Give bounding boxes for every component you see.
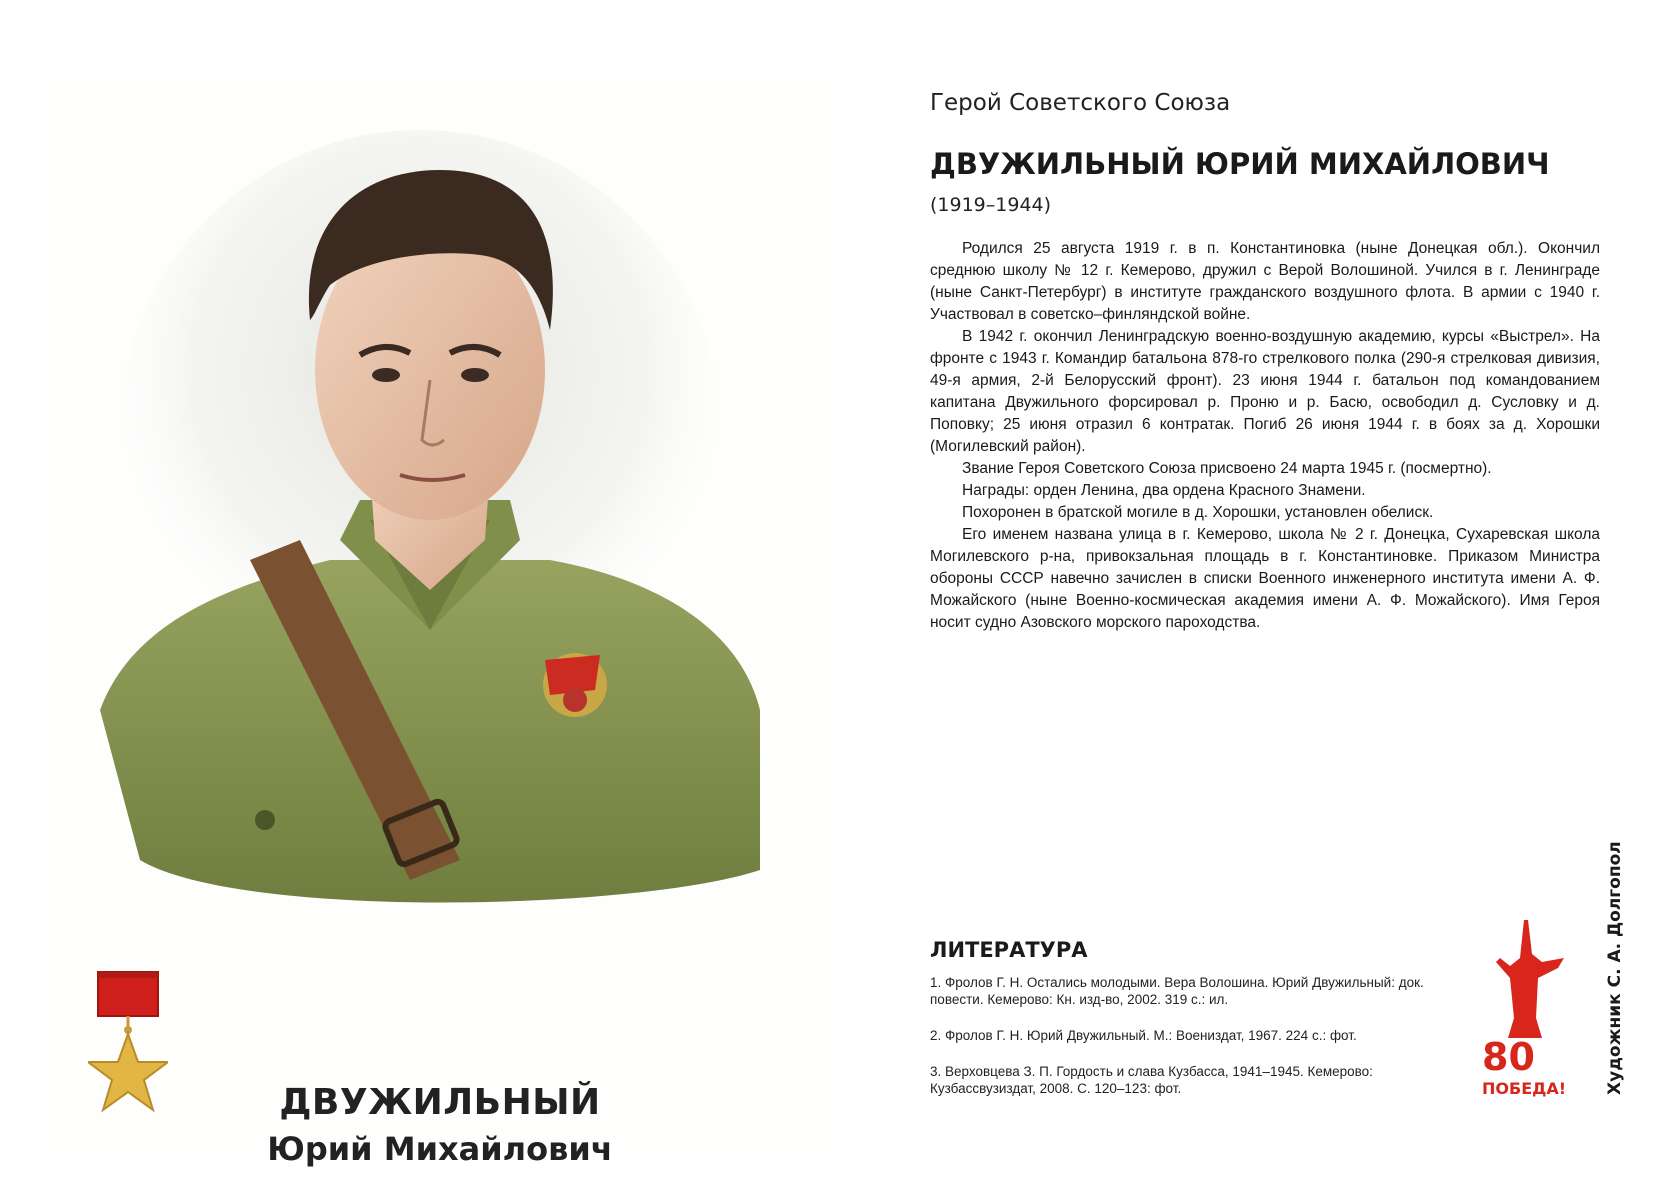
gold-star-medal-icon [88, 970, 168, 1170]
hero-surname: ДВУЖИЛЬНЫЙ [279, 1082, 601, 1123]
bio-paragraph: В 1942 г. окончил Ленинградскую военно-воздушную академию, курсы «Выстрел». На фронте с 1943 г. Командир батальона 878-го стрелкового полка (290-я стрелковая дивизия, 49-я армия, 2-й Белорусский фронт). 23 июня 1944 г. батальон под командованием капитана Двужильного форсировал р. Проню и р. Басю, освободил д. Сусловку и д. Поповку; 25 июня отразил 6 контратак. Погиб 26 июня 1944 г. в боях за д. Хорошки (Могилевский район). [930, 328, 1600, 455]
bio-paragraph: Награды: орден Ленина, два ордена Красного Знамени. [962, 482, 1366, 499]
hero-life-years: (1919–1944) [930, 194, 1052, 216]
logo-word: ПОБЕДА! [1482, 1079, 1567, 1098]
literature-item: 1. Фролов Г. Н. Остались молодыми. Вера Волошина. Юрий Двужильный: док. повести. Кемерово: Кн. изд-во, 2002. 319 с.: ил. [930, 975, 1424, 1007]
artist-credit: Художник С. А. Долгопол [1605, 841, 1625, 1095]
literature-item: 3. Верховцева З. П. Гордость и слава Кузбасса, 1941–1945. Кемерово: Кузбассвузиздат, 2008. С. 120–123: фот. [930, 1064, 1373, 1096]
literature-list [930, 974, 1440, 1116]
hero-given-names: Юрий Михайлович [267, 1130, 613, 1168]
hero-full-name: ДВУЖИЛЬНЫЙ ЮРИЙ МИХАЙЛОВИЧ [930, 147, 1550, 181]
biography-text [930, 238, 1600, 634]
logo-number: 80 [1482, 1035, 1535, 1079]
hero-portrait [40, 70, 840, 970]
hero-title-subtitle: Герой Советского Союза [930, 90, 1231, 116]
literature-heading: ЛИТЕРАТУРА [930, 938, 1088, 962]
bio-paragraph: Похоронен в братской могиле в д. Хорошки, установлен обелиск. [962, 504, 1434, 521]
literature-item: 2. Фролов Г. Н. Юрий Двужильный. М.: Воениздат, 1967. 224 с.: фот. [930, 1028, 1357, 1043]
bio-paragraph: Родился 25 августа 1919 г. в п. Константиновка (ныне Донецкая обл.). Окончил среднюю школу № 12 г. Кемерово, дружил с Верой Волошиной. Учился в г. Ленинграде (ныне Санкт-Петербург) в институте гражданского воздушного флота. В армии с 1940 г. Участвовал в советско–финляндской войне. [930, 240, 1600, 323]
bio-paragraph: Его именем названа улица в г. Кемерово, школа № 2 г. Донецка, Сухаревская школа Могилевского р-на, привокзальная площадь в г. Константиновке. Приказом Министра обороны СССР навечно зачислен в списки Военного инженерного института имени А. Ф. Можайского (ныне Военно-космическая академия имени А. Ф. Можайского). Имя Героя носит судно Азовского морского пароходства. [930, 526, 1600, 631]
portrait-panel [40, 70, 840, 1168]
victory-80-logo [1480, 918, 1570, 1098]
bio-paragraph: Звание Героя Советского Союза присвоено 24 марта 1945 г. (посмертно). [962, 460, 1492, 477]
